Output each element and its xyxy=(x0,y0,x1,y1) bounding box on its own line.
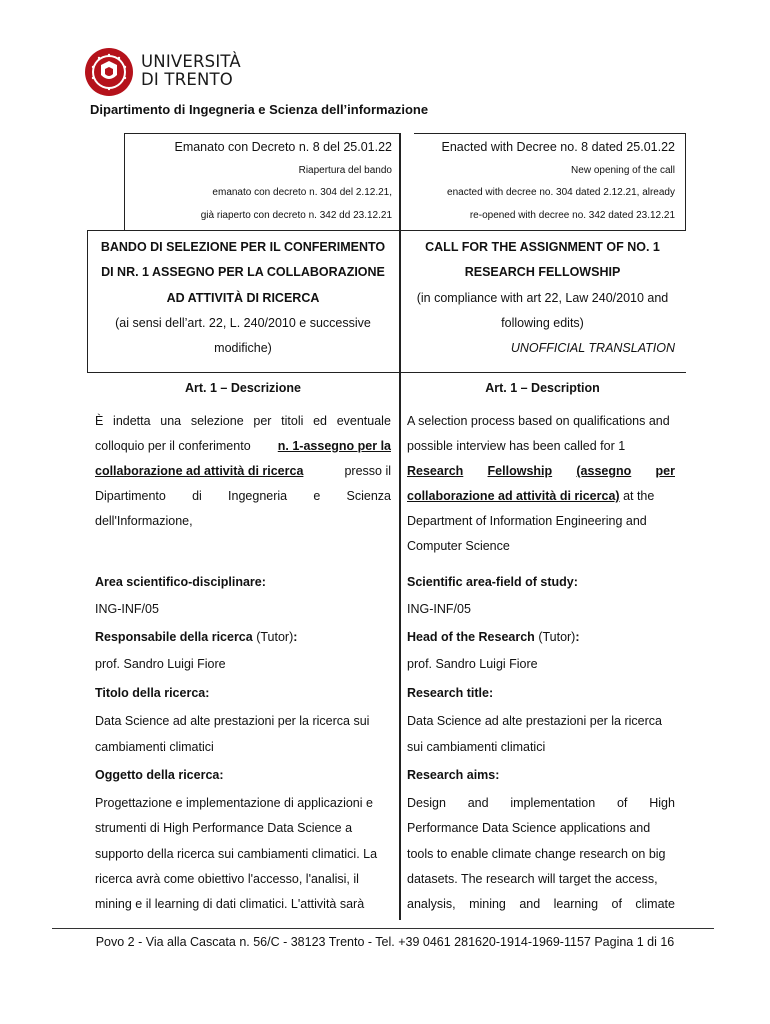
footer-rule xyxy=(52,928,714,929)
decree-en-line-1: Enacted with Decree no. 8 dated 25.01.22 xyxy=(441,140,675,154)
decree-en-line-3: enacted with decree no. 304 dated 2.12.21, already xyxy=(447,187,675,198)
en-area-label: Scientific area-field of study: xyxy=(407,575,578,589)
university-logo xyxy=(84,47,284,97)
it-area-label: Area scientifico-disciplinare: xyxy=(95,575,266,589)
it-oggetto-line-3: supporto della ricerca sui cambiamenti climatici. La xyxy=(95,847,378,861)
logo-line-1: UNIVERSITÀ xyxy=(141,52,241,71)
title-it-line-3: AD ATTIVITÀ DI RICERCA xyxy=(166,291,320,305)
it-intro-line-2: colloquio per il conferimento n. 1-assegno per la xyxy=(95,439,391,453)
title-en-line-3: (in compliance with art 22, Law 240/2010 and xyxy=(416,291,669,305)
table-center-divider xyxy=(399,133,401,920)
en-title-line-2: sui cambiamenti climatici xyxy=(407,740,546,754)
en-intro-line-3: Research Fellowship (assegno per xyxy=(407,464,675,478)
en-intro-line-4: collaborazione ad attività di ricerca) at the xyxy=(407,489,655,503)
department-name: Dipartimento di Ingegneria e Scienza dell’informazione xyxy=(90,102,429,117)
table-border-right-top xyxy=(685,133,686,230)
title-en-line-1: CALL FOR THE ASSIGNMENT OF NO. 1 xyxy=(425,240,660,254)
it-intro-line-1: È indetta una selezione per titoli ed eventuale xyxy=(95,414,391,428)
table-divider-title xyxy=(87,372,686,373)
en-aims-label: Research aims: xyxy=(407,768,500,782)
it-responsabile: Responsabile della ricerca (Tutor): xyxy=(95,630,298,644)
title-en-line-4: following edits) xyxy=(501,316,584,330)
it-titolo-line-1: Data Science ad alte prestazioni per la ricerca sui xyxy=(95,714,370,728)
it-intro-line-5: dell'Informazione, xyxy=(95,514,193,528)
decree-en-line-2: New opening of the call xyxy=(571,165,675,176)
it-oggetto-line-1: Progettazione e implementazione di applicazioni e xyxy=(95,796,373,810)
it-intro-line-3: collaborazione ad attività di ricerca presso il xyxy=(95,464,391,478)
table-divider-decree xyxy=(87,230,686,231)
en-title-line-1: Data Science ad alte prestazioni per la ricerca xyxy=(407,714,662,728)
it-intro-line-4: Dipartimento di Ingegneria e Scienza xyxy=(95,489,391,503)
decree-it-line-2: Riapertura del bando xyxy=(298,165,392,176)
en-intro-line-5: Department of Information Engineering and xyxy=(407,514,647,528)
decree-it-line-4: già riaperto con decreto n. 342 dd 23.12.21 xyxy=(200,210,392,221)
university-name xyxy=(141,53,241,89)
it-oggetto-label: Oggetto della ricerca: xyxy=(95,768,224,782)
en-intro-line-6: Computer Science xyxy=(407,539,510,553)
table-border-left-title xyxy=(87,230,88,373)
en-area-value: ING-INF/05 xyxy=(407,602,471,616)
title-it-line-4: (ai sensi dell’art. 22, L. 240/2010 e successive xyxy=(115,316,371,330)
art1-heading-en: Art. 1 – Description xyxy=(485,381,600,395)
page-footer: Povo 2 - Via alla Cascata n. 56/C - 38123 Trento - Tel. +39 0461 281620-1914-1969-1157 Pagina 1 di 16 xyxy=(95,935,675,949)
en-aims-line-3: tools to enable climate change research on big xyxy=(407,847,666,861)
it-area-value: ING-INF/05 xyxy=(95,602,159,616)
decree-it-line-3: emanato con decreto n. 304 del 2.12.21, xyxy=(212,187,392,198)
table-border-left-top xyxy=(124,133,125,230)
title-it-line-5: modifiche) xyxy=(214,341,272,355)
it-oggetto-line-5: mining e il learning di dati climatici. L'attività sarà xyxy=(95,897,365,911)
university-seal-icon xyxy=(84,47,134,97)
en-intro-line-2: possible interview has been called for 1 xyxy=(407,439,626,453)
en-aims-line-5: analysis, mining and learning of climate xyxy=(407,897,675,911)
unofficial-translation-label: UNOFFICIAL TRANSLATION xyxy=(510,341,675,355)
table-border-top-left xyxy=(124,133,400,134)
art1-heading-it: Art. 1 – Descrizione xyxy=(184,381,301,395)
title-it-line-2: DI NR. 1 ASSEGNO PER LA COLLABORAZIONE xyxy=(101,265,385,279)
it-titolo-label: Titolo della ricerca: xyxy=(95,686,210,700)
decree-en-line-4: re-opened with decree no. 342 dated 23.12.21 xyxy=(469,210,675,221)
en-head-research: Head of the Research (Tutor): xyxy=(407,630,580,644)
it-titolo-line-2: cambiamenti climatici xyxy=(95,740,214,754)
title-it-line-1: BANDO DI SELEZIONE PER IL CONFERIMENTO xyxy=(100,240,386,254)
en-intro-line-1: A selection process based on qualifications and xyxy=(407,414,670,428)
title-en-line-2: RESEARCH FELLOWSHIP xyxy=(464,265,621,279)
en-title-label: Research title: xyxy=(407,686,494,700)
en-aims-line-4: datasets. The research will target the access, xyxy=(407,872,658,886)
it-resp-value: prof. Sandro Luigi Fiore xyxy=(95,657,226,671)
en-head-value: prof. Sandro Luigi Fiore xyxy=(407,657,538,671)
decree-it-line-1: Emanato con Decreto n. 8 del 25.01.22 xyxy=(174,140,392,154)
en-aims-line-2: Performance Data Science applications and xyxy=(407,821,651,835)
en-aims-line-1: Design and implementation of High xyxy=(407,796,675,810)
it-oggetto-line-2: strumenti di High Performance Data Science a xyxy=(95,821,353,835)
logo-line-2: DI TRENTO xyxy=(141,70,233,89)
table-border-top-right xyxy=(414,133,686,134)
it-oggetto-line-4: ricerca avrà come obiettivo l'accesso, l'analisi, il xyxy=(95,872,359,886)
